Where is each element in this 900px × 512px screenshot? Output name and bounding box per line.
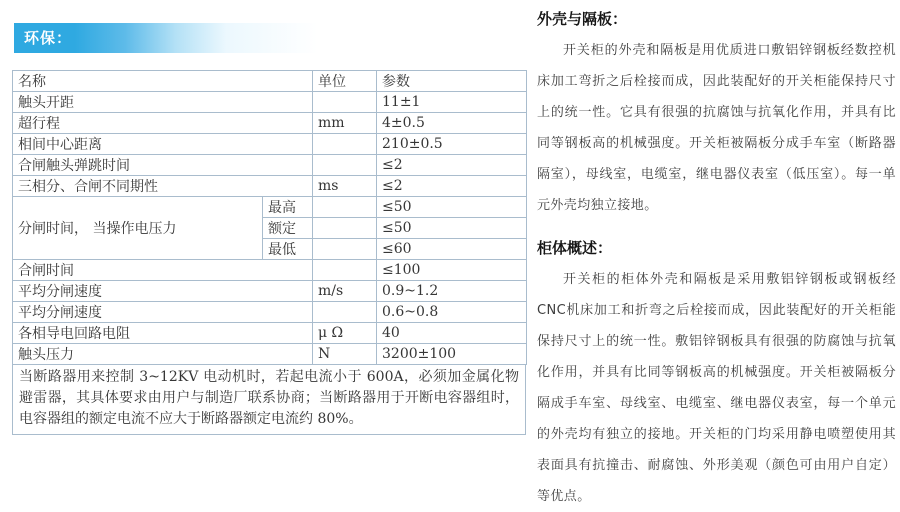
cell-value: ≤60 bbox=[377, 239, 527, 260]
cell-value: 210±0.5 bbox=[377, 134, 527, 155]
table-row bbox=[13, 113, 527, 134]
cell-unit bbox=[313, 197, 377, 218]
description-panel bbox=[537, 6, 896, 512]
section2-body: 开关柜的柜体外壳和隔板是采用敷铝锌钢板或钢板经CNC机床加工和折弯之后栓接而成，因此装配好的开关柜能保持尺寸上的统一性。敷铝锌钢板具有很强的防腐蚀与抗氧化作用，并具有比同等钢板高的机械强度。开关柜被隔板分隔成手车室、母线室、电缆室、继电器仪表室，每一个单元的外壳均有独立的接地。开关柜的门均采用静电喷塑使用其表面具有抗撞击、耐腐蚀、外形美观（颜色可由用户自定）等优点。 bbox=[537, 272, 896, 504]
cell-name: 平均分闸速度 bbox=[13, 302, 313, 323]
cell-value: 40 bbox=[377, 323, 527, 344]
cell-sublabel: 最高 bbox=[263, 197, 313, 218]
table-row bbox=[13, 302, 527, 323]
cell-unit bbox=[313, 260, 377, 281]
header-param: 参数 bbox=[377, 71, 527, 92]
table-row bbox=[13, 344, 527, 365]
cell-unit: mm bbox=[313, 113, 377, 134]
cell-unit: N bbox=[313, 344, 377, 365]
header-unit: 单位 bbox=[313, 71, 377, 92]
cell-unit: m/s bbox=[313, 281, 377, 302]
cell-value: 0.9~1.2 bbox=[377, 281, 527, 302]
cell-unit bbox=[313, 92, 377, 113]
table-row bbox=[13, 176, 527, 197]
table-row bbox=[13, 155, 527, 176]
table-row bbox=[13, 323, 527, 344]
table-footnote: 当断路器用来控制 3~12KV 电动机时，若起电流小于 600A，必须加金属化物避雷器，其具体要求由用户与制造厂联系协商；当断路器用于开断电容器组时，电容器组的额定电流不应大于断路器额定电流约 80%。 bbox=[12, 365, 526, 435]
cell-unit bbox=[313, 155, 377, 176]
cell-value: 3200±100 bbox=[377, 344, 527, 365]
table-header-row bbox=[13, 71, 527, 92]
cell-sublabel: 最低 bbox=[263, 239, 313, 260]
spec-table-wrap bbox=[12, 70, 526, 435]
cell-unit bbox=[313, 134, 377, 155]
cell-unit bbox=[313, 239, 377, 260]
section2-heading: 柜体概述： bbox=[537, 239, 613, 257]
cell-name: 触头压力 bbox=[13, 344, 313, 365]
cell-unit bbox=[313, 302, 377, 323]
cell-value: ≤50 bbox=[377, 218, 527, 239]
header-name: 名称 bbox=[13, 71, 313, 92]
cell-unit: ms bbox=[313, 176, 377, 197]
spec-table bbox=[12, 70, 527, 365]
table-row bbox=[13, 134, 527, 155]
cell-name: 相间中心距离 bbox=[13, 134, 313, 155]
cell-value: 4±0.5 bbox=[377, 113, 527, 134]
table-row bbox=[13, 92, 527, 113]
cell-unit: μ Ω bbox=[313, 323, 377, 344]
cell-name: 超行程 bbox=[13, 113, 313, 134]
cell-value: 0.6~0.8 bbox=[377, 302, 527, 323]
cell-value: ≤2 bbox=[377, 155, 527, 176]
section1-heading: 外壳与隔板： bbox=[537, 10, 628, 28]
cell-value: ≤2 bbox=[377, 176, 527, 197]
table-row bbox=[13, 197, 527, 218]
cell-name: 三相分、合闸不同期性 bbox=[13, 176, 313, 197]
banner-title: 环保： bbox=[24, 29, 73, 47]
cell-name: 合闸触头弹跳时间 bbox=[13, 155, 313, 176]
section-banner bbox=[14, 23, 520, 53]
cell-value: ≤50 bbox=[377, 197, 527, 218]
cell-unit bbox=[313, 218, 377, 239]
section1-body: 开关柜的外壳和隔板是用优质进口敷铝锌钢板经数控机床加工弯折之后栓接而成，因此装配好的开关柜能保持尺寸上的统一性。它具有很强的抗腐蚀与抗氧化作用，并具有比同等钢板高的机械强度。开关柜被隔板分成手车室（断路器隔室），母线室，电缆室，继电器仪表室（低压室）。每一单元外壳均独立接地。 bbox=[537, 43, 896, 213]
cell-name-group: 分闸时间， 当操作电压力 bbox=[13, 197, 263, 260]
cell-value: 11±1 bbox=[377, 92, 527, 113]
cell-name: 各相导电回路电阻 bbox=[13, 323, 313, 344]
cell-name: 触头开距 bbox=[13, 92, 313, 113]
table-row bbox=[13, 260, 527, 281]
table-row bbox=[13, 281, 527, 302]
cell-name: 合闸时间 bbox=[13, 260, 313, 281]
cell-sublabel: 额定 bbox=[263, 218, 313, 239]
cell-value: ≤100 bbox=[377, 260, 527, 281]
cell-name: 平均分闸速度 bbox=[13, 281, 313, 302]
